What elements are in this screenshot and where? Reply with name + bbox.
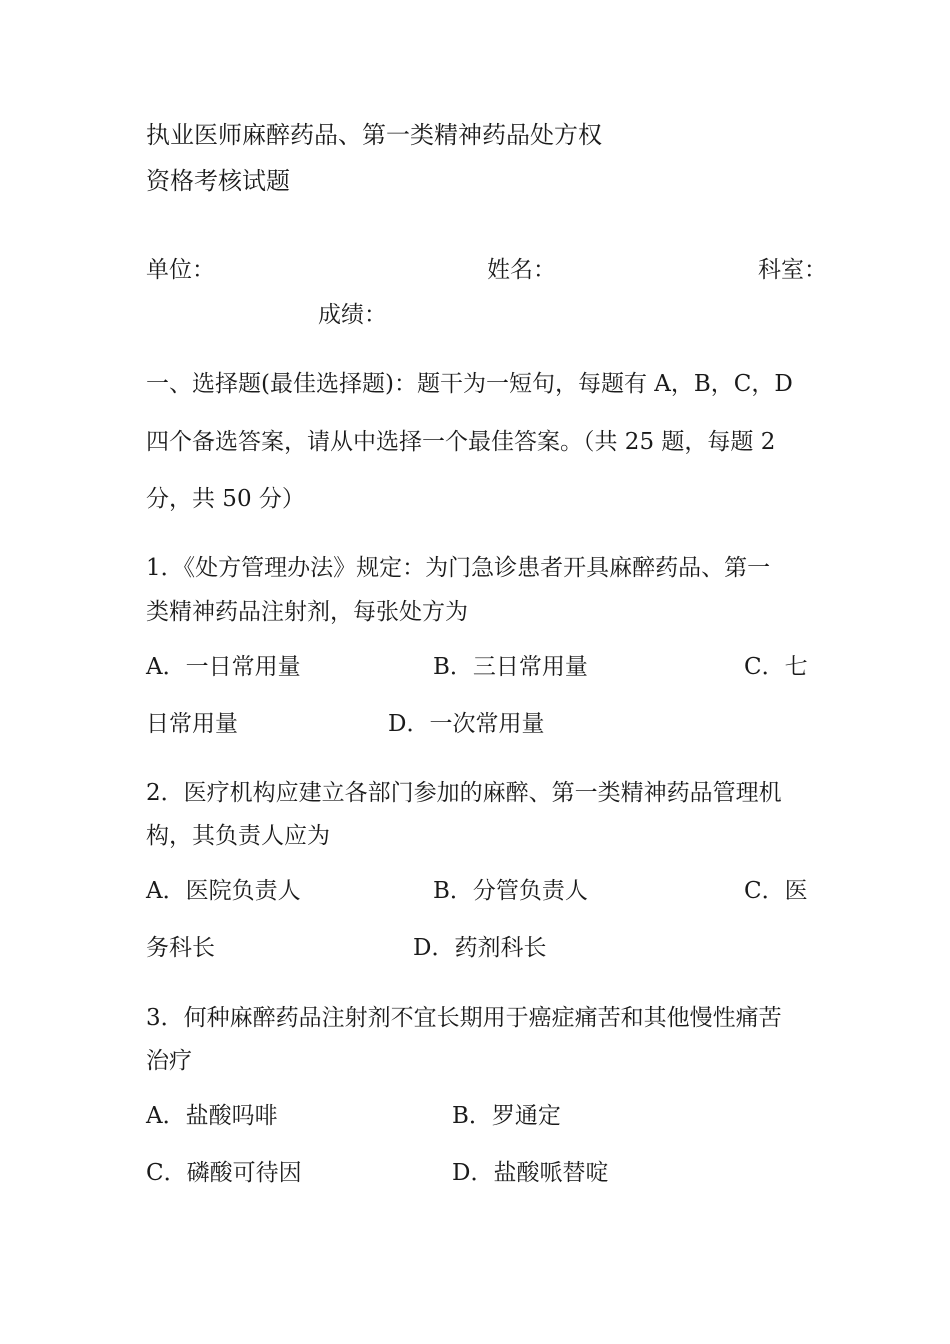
question-1-option-c-continued: 日常用量 [146,711,238,737]
question-2-option-c: C．医 [744,878,808,904]
question-1-option-b: B．三日常用量 [433,654,588,680]
section-instruction-line-2: 四个备选答案，请从中选择一个最佳答案。（共 25 题，每题 2 [146,429,776,455]
question-2-stem-line-1: 2．医疗机构应建立各部门参加的麻醉、第一类精神药品管理机 [146,780,782,806]
question-3-option-d: D．盐酸哌替啶 [452,1160,609,1186]
name-label: 姓名： [487,257,556,283]
question-3-stem-line-2: 治疗 [146,1048,192,1074]
department-label: 科室： [758,257,827,283]
question-2-option-d: D．药剂科长 [413,935,547,961]
question-3-option-c: C．磷酸可待因 [146,1160,302,1186]
score-label: 成绩： [318,302,387,328]
question-3-stem-line-1: 3．何种麻醉药品注射剂不宜长期用于癌症痛苦和其他慢性痛苦 [146,1005,782,1031]
unit-label: 单位： [146,257,215,283]
question-1-option-d: D．一次常用量 [388,711,545,737]
section-instruction-line-3: 分，共 50 分） [146,486,305,512]
question-1-option-c: C．七 [744,654,808,680]
question-3-option-b: B．罗通定 [452,1103,561,1129]
question-2-option-b: B．分管负责人 [433,878,588,904]
question-2-option-a: A．医院负责人 [146,878,301,904]
question-1-stem-line-1: 1．《处方管理办法》规定：为门急诊患者开具麻醉药品、第一 [146,555,771,581]
section-instruction-line-1: 一、选择题(最佳选择题)：题干为一短句，每题有 A，B，C，D [146,371,793,397]
question-1-option-a: A．一日常用量 [146,654,301,680]
question-3-option-a: A．盐酸吗啡 [146,1103,278,1129]
question-1-stem-line-2: 类精神药品注射剂，每张处方为 [146,599,468,625]
document-title-line-1: 执业医师麻醉药品、第一类精神药品处方权 [146,121,602,149]
document-title-line-2: 资格考核试题 [146,167,290,195]
question-2-option-c-continued: 务科长 [146,935,215,961]
question-2-stem-line-2: 构，其负责人应为 [146,823,330,849]
